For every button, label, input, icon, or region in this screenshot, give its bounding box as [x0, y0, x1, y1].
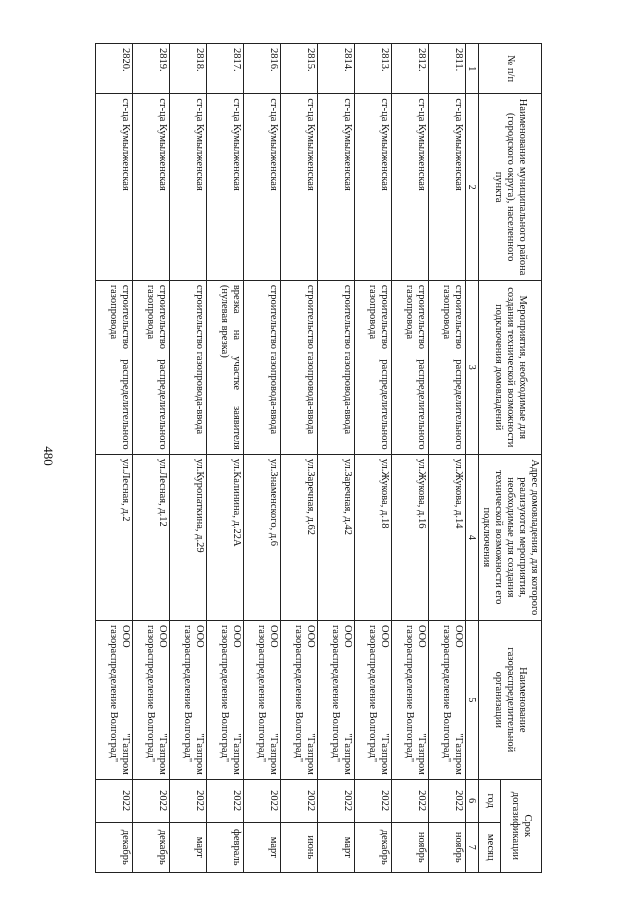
row-month: ноябрь: [429, 822, 466, 872]
row-address: ул.Заречная, д.42: [318, 454, 355, 620]
column-index-row: [466, 44, 479, 873]
row-org: ООО "Газпром газораспределение Волгоград": [133, 620, 170, 779]
table-row: [96, 44, 133, 873]
header-measure: Мероприятия, необходимые для создания технической возможности подключения домовладений: [479, 280, 542, 454]
row-org: ООО "Газпром газораспределение Волгоград": [355, 620, 392, 779]
row-address: ул.Калинина, д.22А: [207, 454, 244, 620]
table-row: [281, 44, 318, 873]
table-row: [170, 44, 207, 873]
row-number: 2811.: [429, 44, 466, 94]
row-place: ст-ца Кумылженская: [355, 94, 392, 280]
column-index: 6: [466, 779, 479, 822]
row-year: 2022: [207, 779, 244, 822]
row-number: 2817.: [207, 44, 244, 94]
header-org: Наименование газораспределительной организации: [479, 620, 542, 779]
row-year: 2022: [429, 779, 466, 822]
header-place: Наименование муниципального района (городского округа), населенного пункта: [479, 94, 542, 280]
table-row: [244, 44, 281, 873]
row-place: ст-ца Кумылженская: [281, 94, 318, 280]
row-measure: строительство распределительного газопровода: [133, 280, 170, 454]
column-index: 2: [466, 94, 479, 280]
header-row: [501, 44, 542, 873]
row-place: ст-ца Кумылженская: [244, 94, 281, 280]
row-org: ООО "Газпром газораспределение Волгоград": [244, 620, 281, 779]
row-place: ст-ца Кумылженская: [133, 94, 170, 280]
row-year: 2022: [318, 779, 355, 822]
row-address: ул.Знаменского, д.6: [244, 454, 281, 620]
row-address: ул.Жукова, д.14: [429, 454, 466, 620]
table-row: [355, 44, 392, 873]
row-number: 2819.: [133, 44, 170, 94]
row-address: ул.Лесная, д.12: [133, 454, 170, 620]
row-measure: строительство газопровода-ввода: [281, 280, 318, 454]
row-year: 2022: [96, 779, 133, 822]
row-number: 2815.: [281, 44, 318, 94]
row-month: ноябрь: [392, 822, 429, 872]
row-place: ст-ца Кумылженская: [392, 94, 429, 280]
row-measure: врезка на участке заявителя (нулевая врезка): [207, 280, 244, 454]
registry-table: [95, 43, 542, 873]
table-row: [207, 44, 244, 873]
table-body: [96, 44, 466, 873]
row-address: ул.Куропаткина, д.29: [170, 454, 207, 620]
row-month: март: [170, 822, 207, 872]
row-year: 2022: [392, 779, 429, 822]
row-year: 2022: [281, 779, 318, 822]
table-row: [429, 44, 466, 873]
row-place: ст-ца Кумылженская: [318, 94, 355, 280]
row-org: ООО "Газпром газораспределение Волгоград": [392, 620, 429, 779]
row-place: ст-ца Кумылженская: [170, 94, 207, 280]
table-row: [392, 44, 429, 873]
row-place: ст-ца Кумылженская: [96, 94, 133, 280]
row-org: ООО "Газпром газораспределение Волгоград": [207, 620, 244, 779]
row-org: ООО "Газпром газораспределение Волгоград": [429, 620, 466, 779]
row-month: декабрь: [96, 822, 133, 872]
table-row: [133, 44, 170, 873]
row-year: 2022: [355, 779, 392, 822]
row-place: ст-ца Кумылженская: [429, 94, 466, 280]
row-place: ст-ца Кумылженская: [207, 94, 244, 280]
rotated-table-container: [86, 43, 542, 873]
header-num: № п/п: [479, 44, 542, 94]
row-address: ул.Заречная, д.62: [281, 454, 318, 620]
row-month: февраль: [207, 822, 244, 872]
row-measure: строительство распределительного газопровода: [392, 280, 429, 454]
row-org: ООО "Газпром газораспределение Волгоград": [318, 620, 355, 779]
row-measure: строительство распределительного газопровода: [355, 280, 392, 454]
row-number: 2820.: [96, 44, 133, 94]
column-index: 3: [466, 280, 479, 454]
header-month: месяц: [479, 822, 502, 872]
row-month: март: [318, 822, 355, 872]
header-term: Срок догазификации: [501, 779, 542, 872]
row-year: 2022: [133, 779, 170, 822]
row-year: 2022: [244, 779, 281, 822]
row-measure: строительство газопровода-ввода: [244, 280, 281, 454]
column-index: 4: [466, 454, 479, 620]
row-month: июнь: [281, 822, 318, 872]
row-address: ул.Жукова, д.16: [392, 454, 429, 620]
column-index: 7: [466, 822, 479, 872]
row-month: декабрь: [133, 822, 170, 872]
row-org: ООО "Газпром газораспределение Волгоград": [170, 620, 207, 779]
row-measure: строительство газопровода-ввода: [318, 280, 355, 454]
row-year: 2022: [170, 779, 207, 822]
header-year: год: [479, 779, 502, 822]
row-measure: строительство распределительного газопровода: [96, 280, 133, 454]
row-number: 2816.: [244, 44, 281, 94]
row-number: 2814.: [318, 44, 355, 94]
row-number: 2812.: [392, 44, 429, 94]
row-month: декабрь: [355, 822, 392, 872]
row-org: ООО "Газпром газораспределение Волгоград": [281, 620, 318, 779]
column-index: 1: [466, 44, 479, 94]
row-address: ул.Жукова, д.18: [355, 454, 392, 620]
row-measure: строительство распределительного газопровода: [429, 280, 466, 454]
page-number: 480: [41, 446, 56, 466]
row-number: 2818.: [170, 44, 207, 94]
header-address: Адрес домовладения, для которого реализуются мероприятия, необходимые для создания технической возможности его подключения: [479, 454, 542, 620]
row-measure: строительство газопровода-ввода: [170, 280, 207, 454]
row-number: 2813.: [355, 44, 392, 94]
row-month: март: [244, 822, 281, 872]
table-row: [318, 44, 355, 873]
row-org: ООО "Газпром газораспределение Волгоград": [96, 620, 133, 779]
row-address: ул.Лесная, д.2: [96, 454, 133, 620]
column-index: 5: [466, 620, 479, 779]
